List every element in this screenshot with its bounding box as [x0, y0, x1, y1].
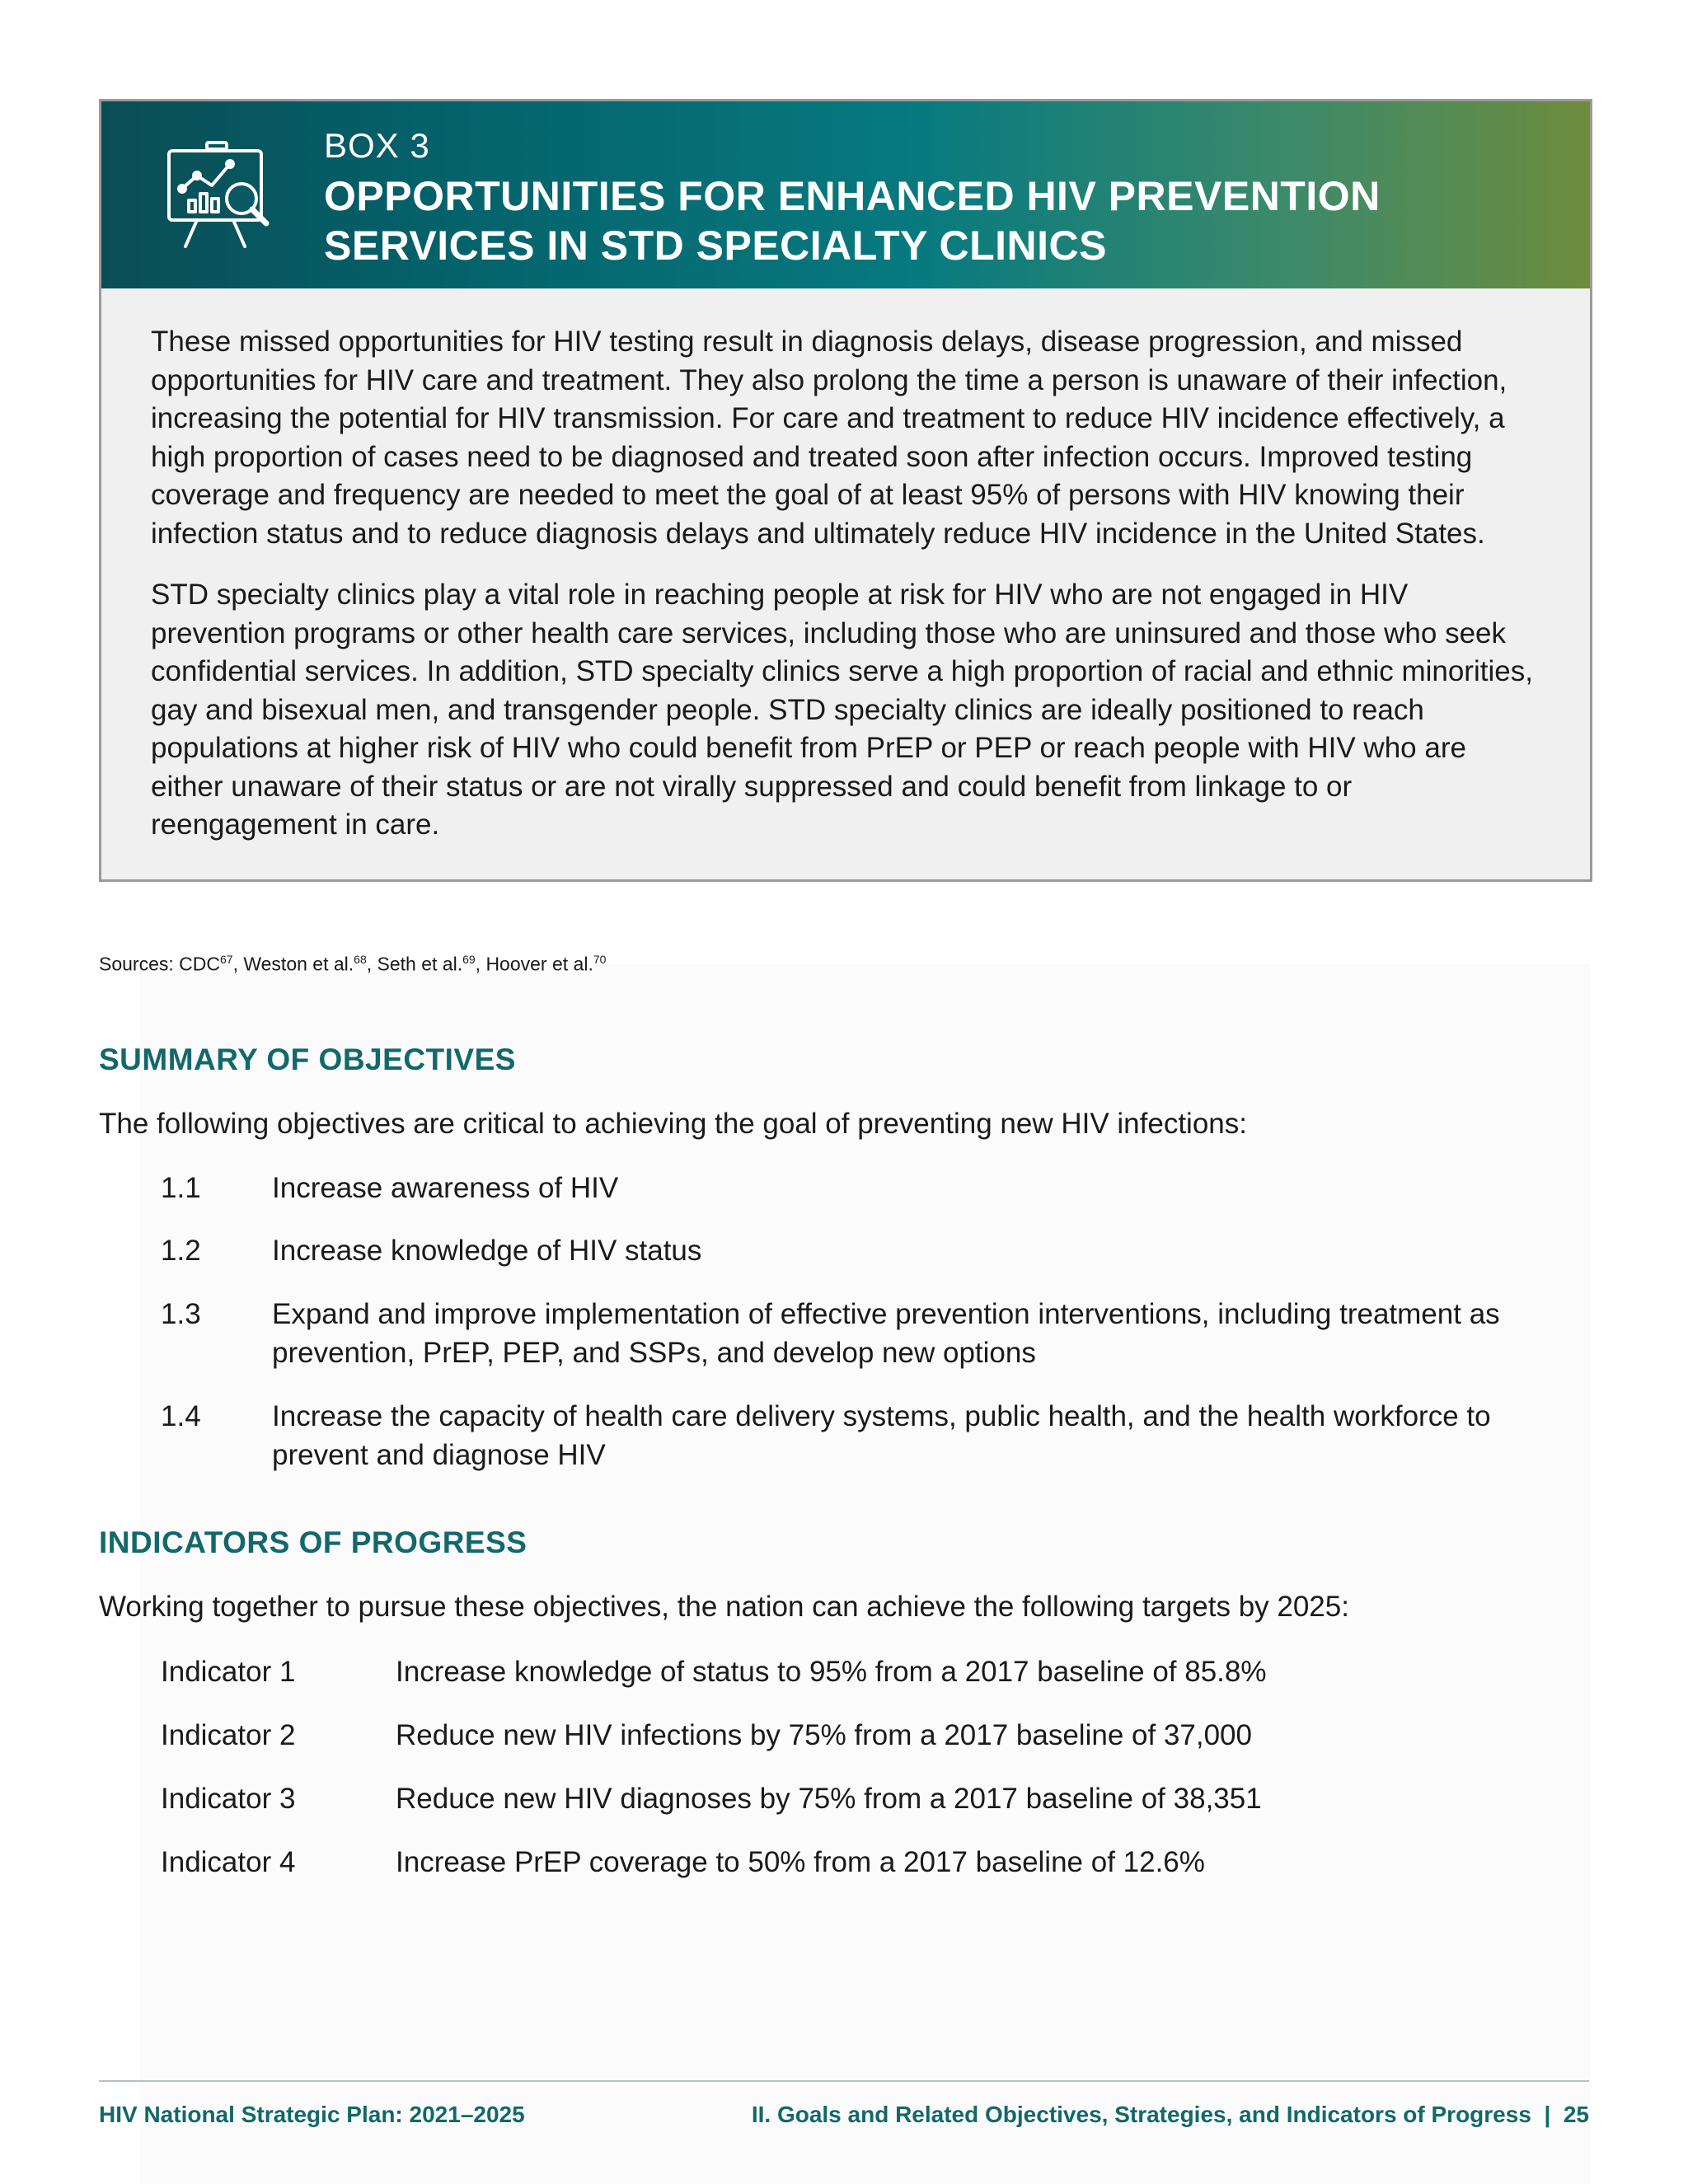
- box-header: [101, 101, 1590, 288]
- objective-item: [161, 1231, 1578, 1270]
- indicator-label: Indicator 2: [161, 1719, 296, 1751]
- citation-ref: 69: [462, 953, 476, 966]
- box-title: [324, 171, 1519, 270]
- objective-text: Increase knowledge of HIV status: [272, 1235, 702, 1267]
- summary-heading: SUMMARY OF OBJECTIVES: [99, 1043, 516, 1076]
- indicator-text: Increase PrEP coverage to 50% from a 2017 baseline of 12.6%: [396, 1846, 1205, 1878]
- objective-text: Increase awareness of HIV: [272, 1172, 619, 1204]
- objective-text: Expand and improve implementation of effective prevention interventions, including treatment as prevention, PrEP, PEP, and SSPs, and develop new options: [272, 1298, 1500, 1369]
- footer-divider: [99, 2080, 1589, 2082]
- indicator-item: [161, 1779, 1578, 1818]
- indicator-label: Indicator 1: [161, 1656, 296, 1688]
- sources-text: , Seth et al.: [366, 953, 463, 975]
- presentation-chart-magnifier-icon: [161, 141, 276, 256]
- indicator-label: Indicator 4: [161, 1846, 296, 1878]
- sources-text: Sources: CDC: [99, 953, 220, 975]
- citation-ref: 68: [354, 953, 367, 966]
- objective-number: 1.1: [161, 1172, 201, 1204]
- indicator-item: [161, 1652, 1578, 1691]
- objective-item: [161, 1169, 1578, 1207]
- objective-number: 1.3: [161, 1298, 201, 1330]
- sources-text: , Hoover et al.: [475, 953, 593, 975]
- sources-text: , Weston et al.: [232, 953, 354, 975]
- box-3: [99, 99, 1592, 882]
- objective-item: [161, 1397, 1578, 1474]
- page-background-panel: [140, 964, 1591, 2184]
- box-paragraph: These missed opportunities for HIV testing result in diagnosis delays, disease progression, and missed opportunities for HIV care and treatment. They also prolong the time a person is unaware of their infection, increasing the potential for HIV transmission. For care and treatment to reduce HIV incidence effectively, a high proportion of cases need to be diagnosed and treated soon after infection occurs. Improved testing coverage and frequency are needed to meet the goal of at least 95% of persons with HIV knowing their infection status and to reduce diagnosis delays and ultimately reduce HIV incidence in the United States.: [151, 326, 1507, 550]
- box-paragraph: STD specialty clinics play a vital role in reaching people at risk for HIV who are not engaged in HIV prevention programs or other health care services, including those who are uninsured and those who seek confidential services. In addition, STD specialty clinics serve a high proportion of racial and ethnic minorities, gay and bisexual men, and transgender people. STD specialty clinics are ideally positioned to reach populations at higher risk of HIV who could benefit from PrEP or PEP or reach people with HIV who are either unaware of their status or are not virally suppressed and could benefit from linkage to or reengagement in care.: [151, 579, 1533, 841]
- indicator-text: Reduce new HIV diagnoses by 75% from a 2017 baseline of 38,351: [396, 1783, 1262, 1815]
- indicator-text: Increase knowledge of status to 95% from a 2017 baseline of 85.8%: [396, 1656, 1267, 1688]
- summary-intro: The following objectives are critical to achieving the goal of preventing new HIV infections:: [99, 1108, 1247, 1140]
- objective-number: 1.4: [161, 1400, 201, 1432]
- box-title-line: SERVICES IN STD SPECIALTY CLINICS: [324, 223, 1107, 269]
- footer-document-title: HIV National Strategic Plan: 2021–2025: [99, 2102, 525, 2127]
- objective-text: Increase the capacity of health care delivery systems, public health, and the health workforce to prevent and diagnose HIV: [272, 1400, 1491, 1471]
- box-label: BOX 3: [324, 126, 430, 165]
- citation-ref: 70: [593, 953, 607, 966]
- box-title-line: OPPORTUNITIES FOR ENHANCED HIV PREVENTION: [324, 173, 1381, 219]
- indicator-label: Indicator 3: [161, 1783, 296, 1815]
- indicators-heading: INDICATORS OF PROGRESS: [99, 1526, 528, 1559]
- objective-number: 1.2: [161, 1235, 201, 1267]
- footer-section-page: II. Goals and Related Objectives, Strategies, and Indicators of Progress | 25: [751, 2102, 1589, 2127]
- indicators-intro: Working together to pursue these objectives, the nation can achieve the following targets by 2025:: [99, 1591, 1349, 1623]
- citation-ref: 67: [219, 953, 233, 966]
- objective-item: [161, 1295, 1578, 1372]
- indicator-text: Reduce new HIV infections by 75% from a 2017 baseline of 37,000: [396, 1719, 1252, 1751]
- indicator-item: [161, 1716, 1578, 1755]
- indicator-item: [161, 1843, 1578, 1882]
- sources-note: [99, 953, 606, 976]
- box-body: [101, 288, 1590, 879]
